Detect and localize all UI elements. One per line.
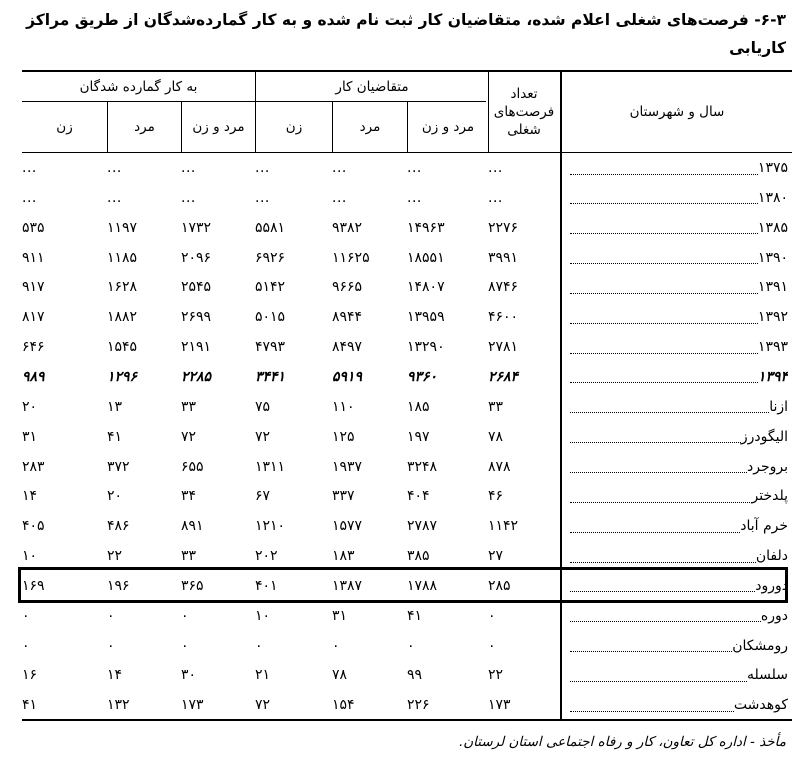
- table-row: [22, 181, 792, 214]
- cell-pl-female: ۱۰: [22, 548, 38, 565]
- cell-jobs: ۲۷: [488, 548, 504, 565]
- cell-pl-male: ۱۹۶: [107, 577, 130, 594]
- row-label: [568, 241, 788, 274]
- cell-app-total: ۹۹: [407, 667, 423, 684]
- cell-app-male: ۵۹۱۹: [332, 368, 363, 385]
- cell-jobs: ۴۶۰۰: [488, 309, 519, 326]
- source-note: مأخذ - اداره کل تعاون، کار و رفاه اجتماعی استان لرستان.: [458, 734, 786, 750]
- cell-pl-total: ۳۶۵: [181, 577, 204, 594]
- cell-jobs: ۰: [488, 607, 496, 624]
- header-placed-both: مرد و زن: [192, 119, 245, 135]
- row-label-text: ازنا: [769, 398, 788, 415]
- cell-app-female: ۶۹۲۶: [255, 249, 286, 266]
- cell-app-male: ۱۳۸۷: [332, 577, 363, 594]
- cell-pl-total: ۰: [181, 637, 189, 654]
- row-label-text: ۱۳۹۲: [757, 309, 788, 326]
- table-row: [22, 301, 792, 334]
- cell-app-female: ۱۰: [255, 607, 271, 624]
- table-row: [22, 599, 792, 632]
- cell-pl-male: ۱۱۹۷: [107, 219, 138, 236]
- cell-pl-female: ۲۸۳: [22, 458, 45, 475]
- leader-dots: [570, 532, 740, 533]
- row-label: [568, 152, 788, 185]
- cell-app-total: ۲۷۸۷: [407, 518, 438, 535]
- row-label-text: ۱۳۹۱: [757, 279, 788, 296]
- jobs-divider: [488, 70, 489, 152]
- cell-jobs: ...: [488, 160, 503, 176]
- cell-app-female: ۷۲: [255, 697, 271, 714]
- cell-app-male: ۱۲۵: [332, 428, 355, 445]
- cell-app-male: ...: [332, 189, 347, 206]
- cell-app-female: ۴۷۹۳: [255, 339, 286, 356]
- row-label: [568, 211, 788, 244]
- table-title: ۶-۳- فرصت‌های شغلی اعلام شده، متقاضیان کار ثبت نام شده و به کار گمارده‌شدگان از طریق مراکز کاریابی: [26, 11, 786, 57]
- cell-jobs: ...: [488, 189, 503, 206]
- cell-pl-male: ۰: [107, 637, 115, 654]
- row-label: [568, 480, 788, 513]
- cell-app-total: ۲۲۶: [407, 697, 430, 714]
- cell-jobs: ۸۷۸: [488, 458, 511, 475]
- cell-jobs: ۸۷۴۶: [488, 279, 519, 296]
- cell-pl-female: ۶۴۶: [22, 339, 45, 356]
- table-row: [22, 241, 792, 274]
- cell-pl-male: ۱۱۸۵: [107, 249, 138, 266]
- row-label: [568, 629, 788, 662]
- cell-app-total: ۱۴۸۰۷: [407, 279, 445, 296]
- cell-pl-male: ۱۴: [107, 667, 123, 684]
- cell-jobs: ۰: [488, 637, 496, 654]
- leader-dots: [570, 233, 758, 234]
- cell-app-female: ۴۰۱: [255, 577, 278, 594]
- header-applicants: متقاضیان کار: [335, 78, 409, 95]
- cell-pl-female: ۸۱۷: [22, 309, 45, 326]
- cell-app-male: ۱۵۴: [332, 697, 355, 714]
- cell-pl-female: ۳۱: [22, 428, 38, 445]
- leader-dots: [570, 502, 752, 503]
- cell-app-male: ۸۹۴۴: [332, 309, 363, 326]
- cell-pl-female: ۱۶: [22, 667, 38, 684]
- cell-app-total: ۱۸۵۵۱: [407, 249, 445, 266]
- cell-pl-total: ...: [181, 160, 196, 176]
- cell-pl-total: ۲۵۴۵: [181, 279, 212, 296]
- leader-dots: [570, 293, 758, 294]
- cell-app-female: ۵۱۴۲: [255, 279, 286, 296]
- cell-app-female: ۶۷: [255, 488, 271, 505]
- cell-app-total: ۳۸۵: [407, 548, 430, 565]
- cell-jobs: ۲۷۸۱: [488, 339, 519, 356]
- table-row: [22, 510, 792, 543]
- leader-dots: [570, 442, 741, 443]
- cell-pl-male: ۳۷۲: [107, 458, 130, 475]
- cell-pl-total: ۲۶۹۹: [181, 309, 212, 326]
- leader-dots: [570, 382, 758, 383]
- cell-app-male: ۱۱۶۲۵: [332, 249, 370, 266]
- table-row: [22, 390, 792, 423]
- leader-dots: [570, 681, 747, 682]
- cell-pl-male: ...: [107, 189, 122, 206]
- header-job-opportunities: تعداد فرصت‌های شغلی: [493, 86, 555, 138]
- row-label-text: بروجرد: [747, 458, 788, 475]
- cell-jobs: ۱۷۳: [488, 697, 511, 714]
- table-row: [22, 659, 792, 692]
- leader-dots: [570, 472, 747, 473]
- row-label: [568, 390, 788, 423]
- cell-app-female: ۵۰۱۵: [255, 309, 286, 326]
- cell-pl-total: ۲۰۹۶: [181, 249, 212, 266]
- row-label-text: کوهدشت: [733, 697, 788, 714]
- row-label-text: رومشکان: [732, 637, 788, 654]
- row-label: [568, 659, 788, 692]
- leader-dots: [570, 323, 758, 324]
- cell-pl-male: ۱۵۴۵: [107, 339, 138, 356]
- cell-app-female: ۱۲۱۰: [255, 518, 286, 535]
- header-placed-male: مرد: [134, 119, 155, 135]
- cell-pl-total: ۳۳: [181, 398, 197, 415]
- cell-app-female: ۲۰۲: [255, 548, 278, 565]
- row-label: [568, 599, 788, 632]
- cell-app-total: ۱۳۹۵۹: [407, 309, 445, 326]
- cell-pl-total: ۷۲: [181, 428, 197, 445]
- row-label-text: ۱۳۸۵: [757, 219, 788, 236]
- cell-app-male: ...: [332, 160, 347, 176]
- cell-app-female: ۳۴۴۱: [255, 368, 286, 385]
- header-year-city: سال و شهرستان: [629, 104, 725, 120]
- cell-pl-female: ۰: [22, 637, 30, 654]
- leader-dots: [570, 263, 758, 264]
- cell-app-male: ۷۸: [332, 667, 348, 684]
- cell-app-total: ۴۰۴: [407, 488, 430, 505]
- cell-pl-total: ۰: [181, 607, 189, 624]
- cell-app-female: ...: [255, 160, 270, 176]
- cell-app-female: ۷۵: [255, 398, 271, 415]
- cell-app-male: ۰: [332, 637, 340, 654]
- cell-pl-total: ۸۹۱: [181, 518, 204, 535]
- row-label: [568, 450, 788, 483]
- row-label-text: ۱۳۹۳: [757, 339, 788, 356]
- row-label: [568, 301, 788, 334]
- cell-pl-male: ...: [107, 160, 122, 176]
- cell-app-male: ۹۳۸۲: [332, 219, 363, 236]
- cell-app-total: ۱۷۸۸: [407, 577, 438, 594]
- cell-jobs: ۲۲: [488, 667, 504, 684]
- cell-pl-female: ۹۱۱: [22, 249, 45, 266]
- cell-pl-total: ۲۲۸۵: [181, 368, 212, 385]
- cell-app-male: ۹۶۶۵: [332, 279, 363, 296]
- cell-app-female: ۲۱: [255, 667, 271, 684]
- cell-pl-female: ۲۰: [22, 398, 38, 415]
- cell-app-male: ۳۳۷: [332, 488, 355, 505]
- cell-app-total: ۹۳۶۰: [407, 368, 438, 385]
- table-row: [22, 420, 792, 453]
- cell-pl-male: ۲۰: [107, 488, 123, 505]
- cell-pl-female: ۴۰۵: [22, 518, 45, 535]
- row-label: [568, 360, 788, 393]
- cell-pl-male: ۱۲۹۶: [107, 368, 138, 385]
- cell-app-total: ۱۸۵: [407, 398, 430, 415]
- cell-pl-total: ۳۴: [181, 488, 197, 505]
- cell-jobs: ۲۲۷۶: [488, 219, 519, 236]
- data-table: [22, 70, 792, 721]
- cell-jobs: ۲۶۸۴: [488, 368, 519, 385]
- cell-app-total: ۱۴۹۶۳: [407, 219, 445, 236]
- row-label: [568, 420, 788, 453]
- cell-app-female: ۷۲: [255, 428, 271, 445]
- row-label: [568, 271, 788, 304]
- cell-jobs: ۳۳: [488, 398, 504, 415]
- leader-dots: [570, 651, 732, 652]
- row-label-text: دورود: [755, 577, 788, 594]
- cell-jobs: ۷۸: [488, 428, 504, 445]
- cell-pl-total: ۱۷۳: [181, 697, 204, 714]
- cell-pl-male: ۲۲: [107, 548, 123, 565]
- table-row: [22, 480, 792, 513]
- cell-pl-female: ۰: [22, 607, 30, 624]
- table-row: [22, 360, 792, 393]
- row-label-text: دلفان: [755, 548, 788, 565]
- cell-app-male: ۸۴۹۷: [332, 339, 363, 356]
- table-row: [22, 331, 792, 364]
- cell-pl-male: ۱۸۸۲: [107, 309, 138, 326]
- header-applicants-female: زن: [285, 119, 303, 135]
- row-label-text: ۱۳۷۵: [757, 160, 788, 176]
- cell-pl-male: ۱۶۲۸: [107, 279, 138, 296]
- cell-app-male: ۱۹۳۷: [332, 458, 363, 475]
- row-label: [568, 689, 788, 722]
- cell-app-male: ۱۱۰: [332, 398, 355, 415]
- cell-pl-female: ۱۶۹: [22, 577, 45, 594]
- row-label-text: ۱۳۹۴: [757, 368, 788, 385]
- row-label-text: خرم آباد: [740, 518, 788, 535]
- table-row: [22, 450, 792, 483]
- leader-dots: [570, 621, 761, 622]
- leader-dots: [570, 353, 758, 354]
- table-row: [22, 211, 792, 244]
- cell-jobs: ۳۹۹۱: [488, 249, 519, 266]
- cell-pl-total: ...: [181, 189, 196, 206]
- cell-pl-male: ۱۳۲: [107, 697, 130, 714]
- cell-app-total: ۱۹۷: [407, 428, 430, 445]
- header-applicants-male: مرد: [359, 119, 381, 135]
- header-applicants-both: مرد و زن: [421, 119, 475, 135]
- cell-pl-female: ۹۸۹: [22, 368, 45, 385]
- cell-pl-female: ۱۴: [22, 488, 38, 505]
- cell-app-total: ۰: [407, 637, 415, 654]
- leader-dots: [570, 562, 756, 563]
- cell-pl-female: ۵۳۵: [22, 219, 45, 236]
- cell-app-total: ۳۲۴۸: [407, 458, 438, 475]
- table-row: [22, 152, 792, 185]
- cell-pl-total: ۶۵۵: [181, 458, 204, 475]
- row-label: [568, 181, 788, 214]
- cell-pl-total: ۱۷۳۲: [181, 219, 212, 236]
- highlight-box-dorud: [18, 567, 788, 603]
- cell-pl-male: ۴۱: [107, 428, 123, 445]
- cell-app-male: ۱۵۷۷: [332, 518, 363, 535]
- cell-pl-female: ۴۱: [22, 697, 38, 714]
- table-row: [22, 629, 792, 662]
- row-label-text: الیگودرز: [740, 428, 788, 445]
- cell-pl-male: ۱۳: [107, 398, 123, 415]
- cell-app-total: ۱۳۲۹۰: [407, 339, 445, 356]
- table-row: [22, 271, 792, 304]
- cell-app-female: ۵۵۸۱: [255, 219, 286, 236]
- cell-app-total: ۴۱: [407, 607, 423, 624]
- cell-pl-total: ۳۳: [181, 548, 197, 565]
- cell-jobs: ۲۸۵: [488, 577, 511, 594]
- row-label-text: سلسله: [747, 667, 788, 684]
- row-label: [568, 510, 788, 543]
- cell-jobs: ۴۶: [488, 488, 504, 505]
- cell-app-total: ...: [407, 160, 422, 176]
- cell-jobs: ۱۱۴۲: [488, 518, 519, 535]
- row-label-text: ۱۳۹۰: [757, 249, 788, 266]
- cell-pl-female: ۹۱۷: [22, 279, 45, 296]
- cell-pl-total: ۳۰: [181, 667, 197, 684]
- cell-pl-male: ۴۸۶: [107, 518, 130, 535]
- row-label-text: دوره: [760, 607, 788, 624]
- cell-app-female: ۱۳۱۱: [255, 458, 286, 475]
- leader-dots: [570, 412, 769, 413]
- cell-app-total: ...: [407, 189, 422, 206]
- row-label-text: پلدختر: [751, 488, 788, 505]
- leader-dots: [570, 203, 758, 204]
- cell-pl-total: ۲۱۹۱: [181, 339, 212, 356]
- cell-app-female: ...: [255, 189, 270, 206]
- table-row: [22, 689, 792, 722]
- cell-app-female: ۰: [255, 637, 263, 654]
- cell-pl-female: ...: [22, 160, 37, 176]
- cell-pl-female: ...: [22, 189, 37, 206]
- row-label: [568, 331, 788, 364]
- cell-pl-male: ۰: [107, 607, 115, 624]
- cell-app-male: ۳۱: [332, 607, 348, 624]
- leader-dots: [570, 174, 758, 175]
- row-label-text: ۱۳۸۰: [757, 189, 788, 206]
- leader-dots: [570, 711, 734, 712]
- header-placed-female: زن: [56, 119, 73, 135]
- header-placed: به کار گمارده شدگان: [79, 78, 198, 95]
- cell-app-male: ۱۸۳: [332, 548, 355, 565]
